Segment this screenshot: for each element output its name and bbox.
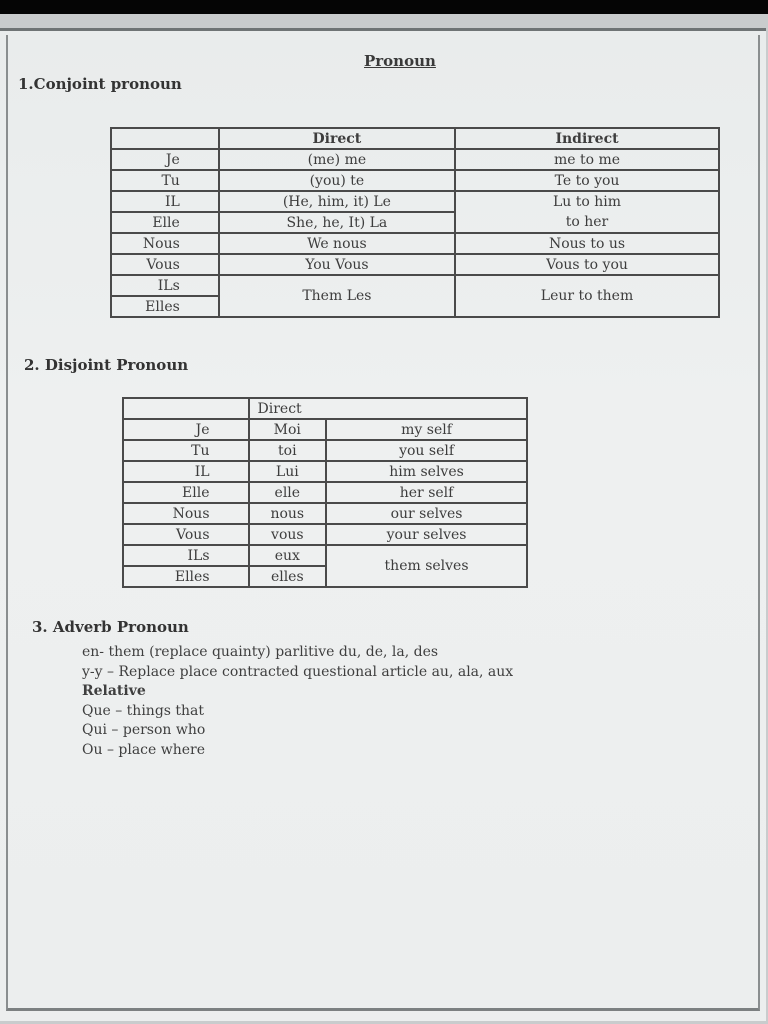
table-row <box>123 524 527 545</box>
document-page <box>0 28 766 1021</box>
subject-cell: Nous <box>111 233 219 254</box>
meaning-cell: him selves <box>326 461 527 482</box>
table-row <box>123 482 527 503</box>
table-row <box>111 128 719 149</box>
direct-cell: toi <box>249 440 327 461</box>
table-row <box>123 503 527 524</box>
note-line: y-y – Replace place contracted questional article au, ala, aux <box>82 663 514 680</box>
table-row <box>111 254 719 275</box>
meaning-cell: them selves <box>326 545 527 587</box>
direct-cell: You Vous <box>219 254 455 275</box>
conjoint-table <box>110 127 720 318</box>
top-black-bar <box>0 0 768 14</box>
subject-cell: ILs <box>111 275 219 296</box>
relative-line: Que – things that <box>82 702 205 719</box>
note-line: en- them (replace quainty) parlitive du, de, la, des <box>82 644 439 660</box>
conjoint-heading: 1.Conjoint pronoun <box>18 75 182 93</box>
meaning-cell: your selves <box>326 524 527 545</box>
indirect-cell: Leur to them <box>455 275 719 317</box>
meaning-cell: our selves <box>326 503 527 524</box>
direct-cell: (you) te <box>219 170 455 191</box>
indirect-line: Lu to him <box>552 194 622 210</box>
direct-cell: She, he, It) La <box>219 212 455 233</box>
subject-cell: Je <box>123 419 249 440</box>
table-cell <box>123 398 249 419</box>
direct-cell: We nous <box>219 233 455 254</box>
direct-cell: vous <box>249 524 327 545</box>
meaning-cell: you self <box>326 440 527 461</box>
subject-cell: Elle <box>111 212 219 233</box>
direct-cell: (He, him, it) Le <box>219 191 455 212</box>
table-row <box>123 440 527 461</box>
table-row <box>111 191 719 212</box>
subject-cell: Elles <box>111 296 219 317</box>
table-cell <box>111 128 219 149</box>
table-row <box>123 461 527 482</box>
indirect-line: to her <box>565 214 609 230</box>
indirect-cell: Nous to us <box>455 233 719 254</box>
document-title: Pronoun <box>364 52 436 70</box>
direct-cell: Lui <box>249 461 327 482</box>
subject-cell: Vous <box>123 524 249 545</box>
subject-cell: IL <box>123 461 249 482</box>
subject-cell: Elle <box>123 482 249 503</box>
subject-cell: Nous <box>123 503 249 524</box>
column-header-direct: Direct <box>219 128 455 149</box>
disjoint-heading: 2. Disjoint Pronoun <box>24 356 189 374</box>
relative-line: Ou – place where <box>82 741 206 758</box>
indirect-cell: Te to you <box>455 170 719 191</box>
subject-cell: IL <box>111 191 219 212</box>
subject-cell: Je <box>111 149 219 170</box>
direct-cell: Them Les <box>219 275 455 317</box>
subject-cell: Tu <box>123 440 249 461</box>
relative-line: Qui – person who <box>82 722 206 738</box>
meaning-cell: my self <box>326 419 527 440</box>
subject-cell: ILs <box>123 545 249 566</box>
meaning-cell: her self <box>326 482 527 503</box>
subject-cell: Elles <box>123 566 249 587</box>
direct-cell: eux <box>249 545 327 566</box>
subject-cell: Tu <box>111 170 219 191</box>
indirect-cell-merged <box>455 191 719 233</box>
adverb-heading: 3. Adverb Pronoun <box>32 618 189 636</box>
table-row <box>111 233 719 254</box>
adverb-notes <box>82 643 513 760</box>
indirect-cell: me to me <box>455 149 719 170</box>
table-row <box>111 275 719 296</box>
disjoint-table <box>122 397 528 588</box>
indirect-cell: Vous to you <box>455 254 719 275</box>
table-row <box>123 419 527 440</box>
table-row <box>123 398 527 419</box>
relative-heading: Relative <box>82 683 146 699</box>
table-row <box>111 149 719 170</box>
direct-cell: elle <box>249 482 327 503</box>
subject-cell: Vous <box>111 254 219 275</box>
column-header-indirect: Indirect <box>455 128 719 149</box>
table-row <box>123 545 527 566</box>
table-row <box>111 170 719 191</box>
direct-cell: Moi <box>249 419 327 440</box>
direct-cell: elles <box>249 566 327 587</box>
direct-cell: nous <box>249 503 327 524</box>
column-header-direct: Direct <box>249 398 527 419</box>
direct-cell: (me) me <box>219 149 455 170</box>
